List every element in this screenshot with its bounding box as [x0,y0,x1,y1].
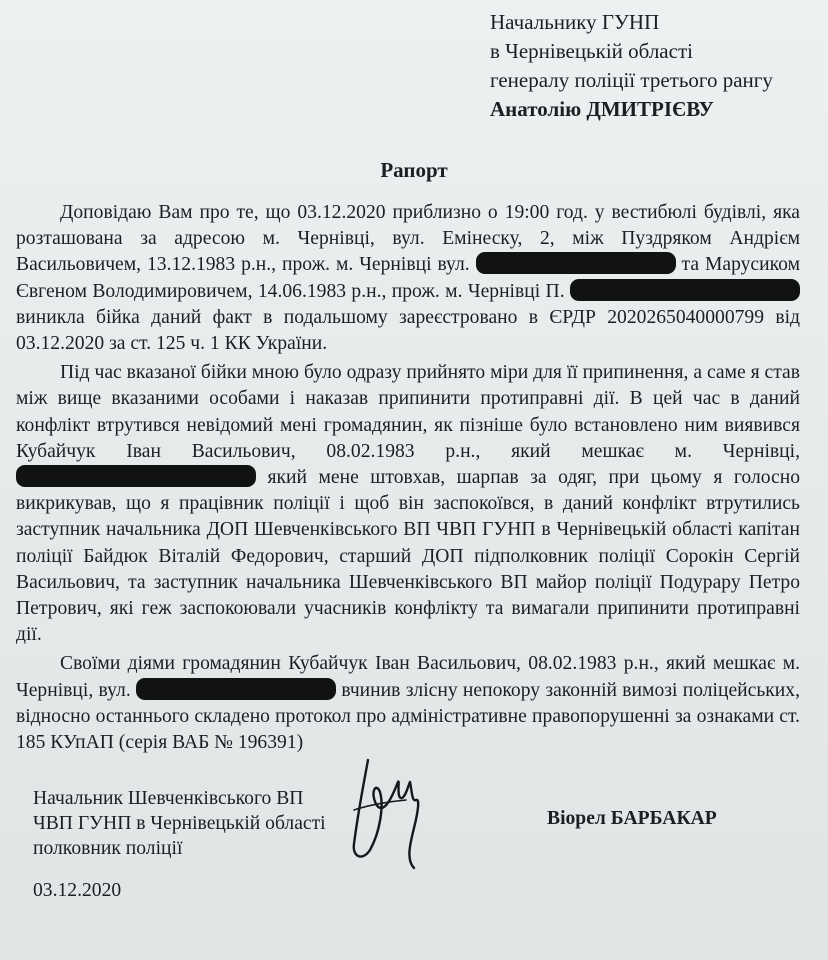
signatory-line-3: полковник поліції [33,838,183,859]
signatory-name: Віорел БАРБАКАР [547,808,717,829]
paragraph-1-part-b: та Марусиком Євгеном Володимировичем, 14.06.1983 р.н., прож. м. Чернівці П. [16,254,800,302]
addressee-line-1: Начальнику ГУНП [490,10,660,34]
addressee-block [490,8,773,124]
document-date: 03.12.2020 [33,880,122,901]
paragraph-2-part-a: Під час вказаної бійки мною було одразу прийнято міри для її припинення, а саме я став між вище вказаними особами і наказав припинити протиправні дії. В цей час в даний конфлікт втрутився невідомий мені громадянин, як пізніше було встановлено ним виявився Кубайчук Іван Васильович, 08.02.1983 р.н., який мешкає м. Чернівці, [16,362,800,462]
paragraph-1 [16,200,800,357]
document-title: Рапорт [380,158,448,182]
redaction-bar [476,252,676,274]
paragraph-1-part-c: виникла бійка даний факт в подальшому зареєстровано в ЄРДР 2020265040000799 від 03.12.2020 за ст. 125 ч. 1 КК України. [16,306,800,355]
addressee-line-2: в Чернівецькій області [490,39,693,63]
paragraph-2 [16,360,800,648]
addressee-line-3: генералу поліції третього рангу [490,68,773,92]
handwritten-signature [340,752,430,872]
addressee-name: Анатолію ДМИТРІЄВУ [490,97,714,121]
redaction-bar [136,678,336,700]
paragraph-3 [16,651,800,756]
signatory-line-2: ЧВП ГУНП в Чернівецькій області [33,813,326,834]
paragraph-2-part-b: який мене штовхав, шарпав за одяг, при цьому я голосно викрикував, що я працівник поліції і щоб він заспокоївся, в даний конфлікт втрутились заступник начальника ДОП Шевченківського ВП ЧВП ГУНП в Чернівецькій області капітан поліції Байдюк Віталій Федорович, старший ДОП підполковник поліції Сорокін Сергій Васильович, та заступник начальника Шевченківського ВП майор поліції Подурару Петро Петрович, які геж заспокоювали учасників конфлікту та вимагали припинити протиправні дії. [16,467,800,646]
document-body [16,200,800,759]
signatory-position-block [33,786,326,861]
paragraph-3-part-b: вчинив злісну непокору законній вимозі поліцейських, відносно останнього складено протокол про адміністративне правопорушенні за ознаками ст. 185 КУпАП (серія ВАБ № 196391) [16,679,800,754]
paragraph-3-part-a: Своїми діями громадянин Кубайчук Іван Васильович, 08.02.1983 р.н., який мешкає м. Чернівці, вул. [16,653,800,701]
redaction-bar [16,465,256,487]
paragraph-1-part-a: Доповідаю Вам про те, що 03.12.2020 приблизно о 19:00 год. у вестибюлі будівлі, яка розташована за адресою м. Чернівці, вул. Емінеску, 2, між Пуздряком Андрієм Васильовичем, 13.12.1983 р.н., прож. м. Чернівці вул. [16,202,800,276]
signatory-line-1: Начальник Шевченківського ВП [33,788,304,809]
redaction-bar [570,279,800,301]
